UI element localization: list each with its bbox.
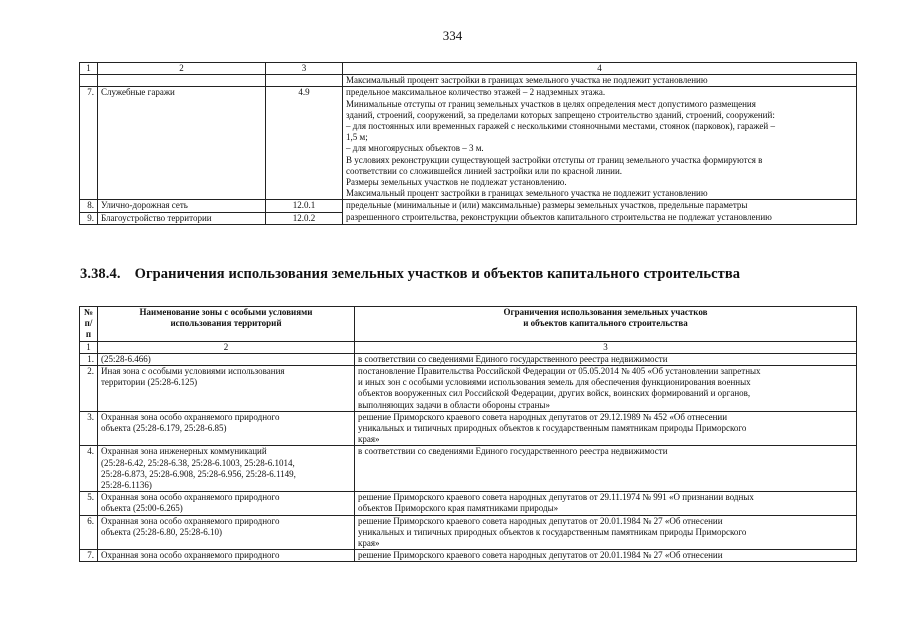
zone-name: Охранная зона особо охраняемого природного <box>98 550 355 562</box>
restriction-text: в соответствии со сведениями Единого государственного реестра недвижимости <box>355 446 857 492</box>
land-use-table <box>79 62 857 225</box>
use-parameters: предельное максимальное количество этажей – 2 надземных этажа. Минимальные отступы от границ земельных участков в целях определения мест допустимого размещения зданий, строений, сооружений, за пределами которых запрещено строительство зданий, строений, сооружений: – для постоянных или временных гаражей с несколькими стояночными местами, стоянок (парковок), гаражей – 1,5 м; – для многоярусных объектов – 3 м. В условиях реконструкции существующей застройки отступы от границ земельного участка формируются в соответствии со сложившейся линией застройки или по красной линии. Размеры земельных участков не подлежат установлению. Максимальный процент застройки в границах земельного участка не подлежит установлению <box>343 87 857 200</box>
use-name: Улично-дорожная сеть <box>98 200 266 212</box>
zone-name: Охранная зона инженерных коммуникаций (25:28-6.42, 25:28-6.38, 25:28-6.1003, 25:28-6.1014, 25:28-6.873, 25:28-6.908, 25:28-6.956, 25:28-6.1149, 25:28-6.1136) <box>98 446 355 492</box>
table-row <box>80 200 857 212</box>
section-number: 3.38.4. <box>80 266 121 282</box>
use-parameters: предельные (минимальные и (или) максимальные) размеры земельных участков, предельные параметры <box>343 200 857 212</box>
section-heading <box>80 266 754 283</box>
use-code: 4.9 <box>266 87 343 200</box>
header-cell: № п/п <box>80 307 98 342</box>
zone-name: Иная зона с особыми условиями использования территории (25:28-6.125) <box>98 366 355 412</box>
restriction-text: решение Приморского краевого совета народных депутатов от 29.11.1974 № 991 «О признании водных объектов Приморского края памятниками природы» <box>355 492 857 515</box>
table-row <box>80 550 857 562</box>
restrictions-table <box>79 306 857 562</box>
header-cell: 4 <box>343 63 857 75</box>
row-number: 1. <box>80 353 98 365</box>
row-number: 6. <box>80 515 98 550</box>
use-code: 12.0.2 <box>266 212 343 224</box>
table-row <box>80 411 857 446</box>
restriction-text: решение Приморского краевого совета народных депутатов от 20.01.1984 № 27 «Об отнесении уникальных и типичных природных объектов к государственным памятникам природы Приморского края» <box>355 515 857 550</box>
row-text: Максимальный процент застройки в границах земельного участка не подлежит установлению <box>343 75 857 87</box>
row-number: 7. <box>80 87 98 200</box>
zone-name: Охранная зона особо охраняемого природного объекта (25:00-6.265) <box>98 492 355 515</box>
use-name: Служебные гаражи <box>98 87 266 200</box>
table-row <box>80 446 857 492</box>
section-title: Ограничения использования земельных участков и объектов капитального строительства <box>134 266 741 282</box>
use-code: 12.0.1 <box>266 200 343 212</box>
header-cell: 1 <box>80 63 98 75</box>
restriction-text: в соответствии со сведениями Единого государственного реестра недвижимости <box>355 353 857 365</box>
zone-name: Охранная зона особо охраняемого природного объекта (25:28-6.179, 25:28-6.85) <box>98 411 355 446</box>
row-number: 8. <box>80 200 98 212</box>
restriction-text: решение Приморского краевого совета народных депутатов от 20.01.1984 № 27 «Об отнесении <box>355 550 857 562</box>
row-number: 2. <box>80 366 98 412</box>
table-header-row <box>80 307 857 342</box>
restriction-text: постановление Правительства Российской Федерации от 05.05.2014 № 405 «Об установлении запретных и иных зон с особыми условиями использования земель для обеспечения функционирования военных объектов вооруженных сил Российской Федерации, других войск, воинских формирований и органов, выполняющих задачи в области обороны страны» <box>355 366 857 412</box>
header-cell: 3 <box>266 63 343 75</box>
table-row <box>80 515 857 550</box>
zone-name: (25:28-6.466) <box>98 353 355 365</box>
use-name: Благоустройство территории <box>98 212 266 224</box>
header-cell: 2 <box>98 63 266 75</box>
row-number: 7. <box>80 550 98 562</box>
header-cell: Наименование зоны с особыми условиями использования территорий <box>98 307 355 342</box>
table-row <box>80 87 857 200</box>
table-header-row <box>80 63 857 75</box>
restriction-text: решение Приморского краевого совета народных депутатов от 29.12.1989 № 452 «Об отнесении уникальных и типичных природных объектов к государственным памятникам природы Приморского края» <box>355 411 857 446</box>
column-number-row: 1 2 3 <box>80 341 857 353</box>
row-number: 3. <box>80 411 98 446</box>
table-row <box>80 212 857 224</box>
table-row <box>80 353 857 365</box>
table-row <box>80 75 857 87</box>
use-parameters: разрешенного строительства, реконструкции объектов капитального строительства не подлежат установлению <box>343 212 857 224</box>
page-number: 334 <box>442 28 463 43</box>
header-cell: Ограничения использования земельных участков и объектов капитального строительства <box>355 307 857 342</box>
row-number: 9. <box>80 212 98 224</box>
row-number: 5. <box>80 492 98 515</box>
row-number: 4. <box>80 446 98 492</box>
zone-name: Охранная зона особо охраняемого природного объекта (25:28-6.80, 25:28-6.10) <box>98 515 355 550</box>
table-row <box>80 366 857 412</box>
table-row <box>80 492 857 515</box>
